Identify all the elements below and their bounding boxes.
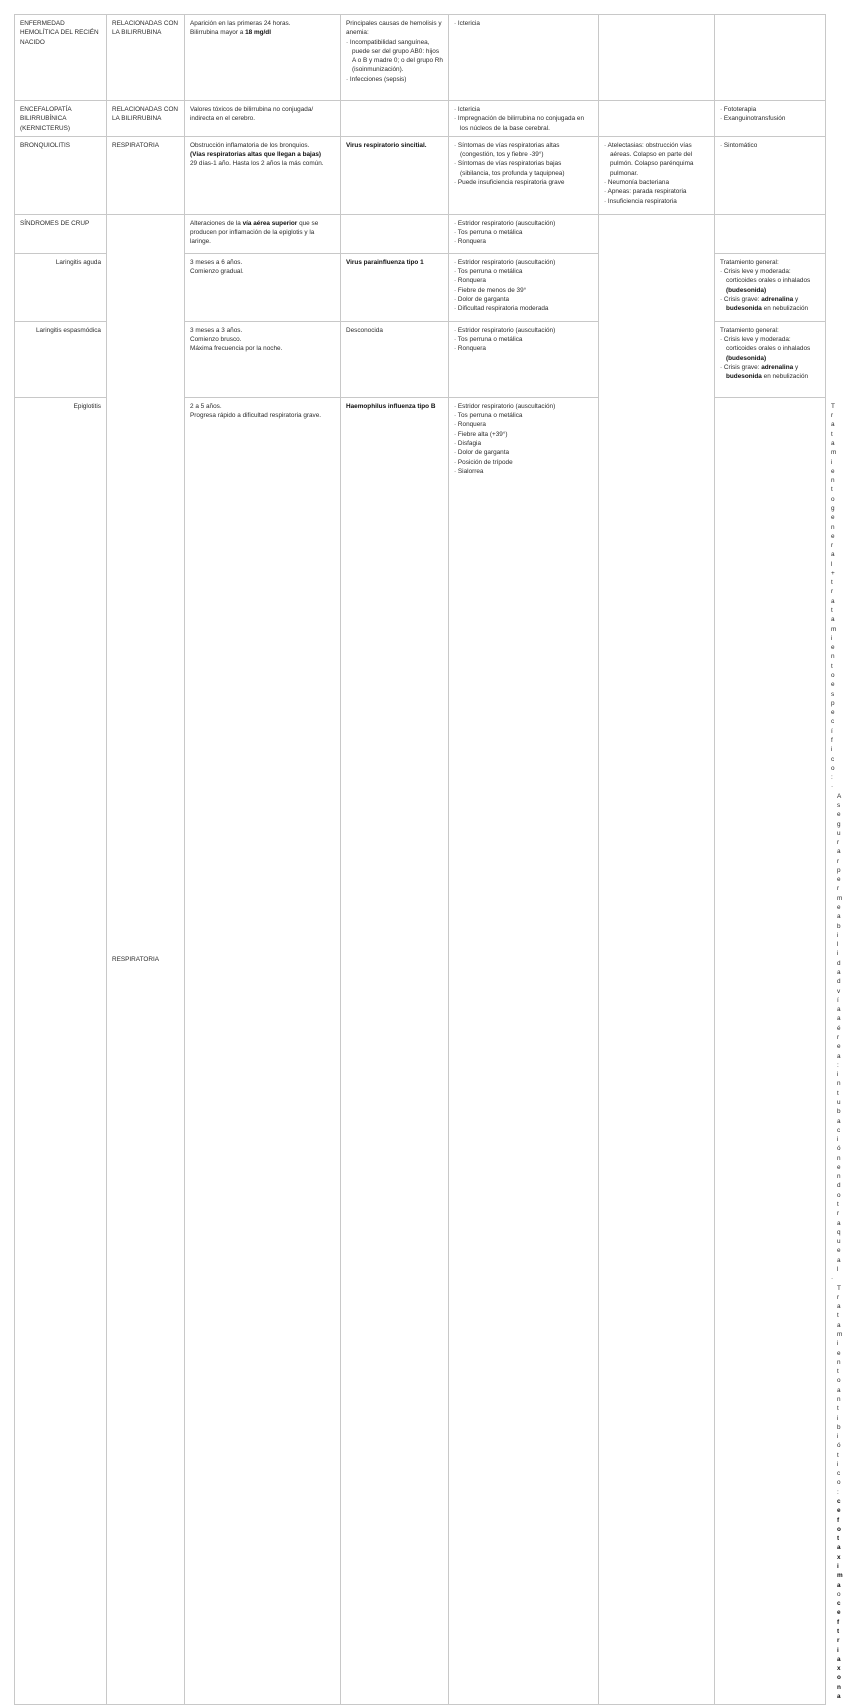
- treatment-cell: · Fototerapia · Exanguinotransfusión: [715, 101, 826, 137]
- table-row: [15, 15, 826, 101]
- signs-cell: · Síntomas de vías respiratorias altas (congestión, tos y fiebre -39°) · Síntomas de vías respiratorias bajas (sibilancia, tos profunda y taquipnea) · Puede insuficiencia respiratoria grave: [449, 136, 599, 214]
- complications-cell: [599, 214, 715, 1704]
- description-cell: Alteraciones de la vía aérea superior que se producen por inflamación de la epiglotis y la laringe.: [185, 214, 341, 253]
- cause-cell: Principales causas de hemolisis y anemia: · Incompatibilidad sanguínea, puede ser del grupo AB0: hijos A o B y madre 0; o del grupo Rh (isoinmunización). · Infecciones (sepsis): [341, 15, 449, 101]
- cause-cell: Haemophilus influenza tipo B: [341, 397, 449, 1704]
- category-cell: RELACIONADAS CON LA BILIRRUBINA: [107, 15, 185, 101]
- description-cell: 3 meses a 3 años. Comienzo brusco. Máxima frecuencia por la noche.: [185, 321, 341, 397]
- table-row: Epiglotitis 2 a 5 años. Progresa rápido a dificultad respiratoria grave. Haemophilus influenza tipo B · Estridor respiratorio (auscultación) · Tos perruna o metálica · Ronquera · Fiebre alta (+39°) · Disfagia · Dolor de garganta · Posición de trípode · Sialorrea Tratamiento general + tratamiento específico: · Asegurar permeabilidad vía aérea: intubación endotraqueal · Tratamiento antibiótico: cefotaxima o ceftriaxona: [15, 397, 826, 1704]
- cause-cell: [341, 101, 449, 137]
- description-cell: Aparición en las primeras 24 horas. Bilirrubina mayor a 18 mg/dl: [185, 15, 341, 101]
- disease-cell: Laringitis aguda: [15, 253, 107, 321]
- cause-cell: [341, 214, 449, 253]
- category-cell: RESPIRATORIA: [107, 214, 185, 1704]
- description-cell: 2 a 5 años. Progresa rápido a dificultad respiratoria grave.: [185, 397, 341, 1704]
- treatment-cell: [715, 15, 826, 101]
- table-row: [15, 136, 826, 214]
- description-cell: Obstrucción inflamatoria de los bronquios. (Vías respiratorias altas que llegan a bajas) 29 días-1 año. Hasta los 2 años la más común.: [185, 136, 341, 214]
- description-cell: 3 meses a 6 años. Comienzo gradual.: [185, 253, 341, 321]
- category-cell: RELACIONADAS CON LA BILIRRUBINA: [107, 101, 185, 137]
- cause-cell: Virus parainfluenza tipo 1: [341, 253, 449, 321]
- signs-cell: · Estridor respiratorio (auscultación) · Tos perruna o metálica · Ronquera: [449, 214, 599, 253]
- category-cell: RESPIRATORIA: [107, 136, 185, 214]
- treatment-cell: Tratamiento general: · Crisis leve y moderada: corticoides orales o inhalados (budesonida) · Crisis grave: adrenalina y budesonida en nebulización: [715, 253, 826, 321]
- treatment-cell: · Sintomático: [715, 136, 826, 214]
- disease-cell: ENFERMEDAD HEMOLÍTICA DEL RECIÉN NACIDO: [15, 15, 107, 101]
- signs-cell: · Ictericia: [449, 15, 599, 101]
- cause-cell: Desconocida: [341, 321, 449, 397]
- table-row: [15, 101, 826, 137]
- disease-table: [14, 14, 843, 1705]
- signs-cell: · Ictericia · Impregnación de bilirrubina no conjugada en los núcleos de la base cerebral.: [449, 101, 599, 137]
- description-cell: Valores tóxicos de bilirrubina no conjugada/ indirecta en el cerebro.: [185, 101, 341, 137]
- complications-cell: [599, 15, 715, 101]
- complications-cell: [599, 101, 715, 137]
- disease-cell: BRONQUIOLITIS: [15, 136, 107, 214]
- table-row: [15, 214, 826, 253]
- disease-cell: Laringitis espasmódica: [15, 321, 107, 397]
- treatment-cell: [715, 214, 826, 253]
- disease-cell: Epiglotitis: [15, 397, 107, 1704]
- complications-cell: · Atelectasias: obstrucción vías aéreas. Colapso en parte del pulmón. Colapso parénquima pulmonar. · Neumonía bacteriana · Apneas: parada respiratoria · Insuficiencia respiratoria: [599, 136, 715, 214]
- cause-cell: Virus respiratorio sincitial.: [341, 136, 449, 214]
- signs-cell: · Estridor respiratorio (auscultación) · Tos perruna o metálica · Ronquera · Fiebre alta (+39°) · Disfagia · Dolor de garganta · Posición de trípode · Sialorrea: [449, 397, 599, 1704]
- disease-cell: SÍNDROMES DE CRUP: [15, 214, 107, 253]
- treatment-cell: Tratamiento general: · Crisis leve y moderada: corticoides orales o inhalados (budesonida) · Crisis grave: adrenalina y budesonida en nebulización: [715, 321, 826, 397]
- disease-cell: ENCEFALOPATÍA BILIRRUBÍNICA (KERNICTERUS): [15, 101, 107, 137]
- signs-cell: · Estridor respiratorio (auscultación) · Tos perruna o metálica · Ronquera: [449, 321, 599, 397]
- complications-cell: [715, 397, 826, 1704]
- signs-cell: · Estridor respiratorio (auscultación) · Tos perruna o metálica · Ronquera · Fiebre de menos de 39° · Dolor de garganta · Dificultad respiratoria moderada: [449, 253, 599, 321]
